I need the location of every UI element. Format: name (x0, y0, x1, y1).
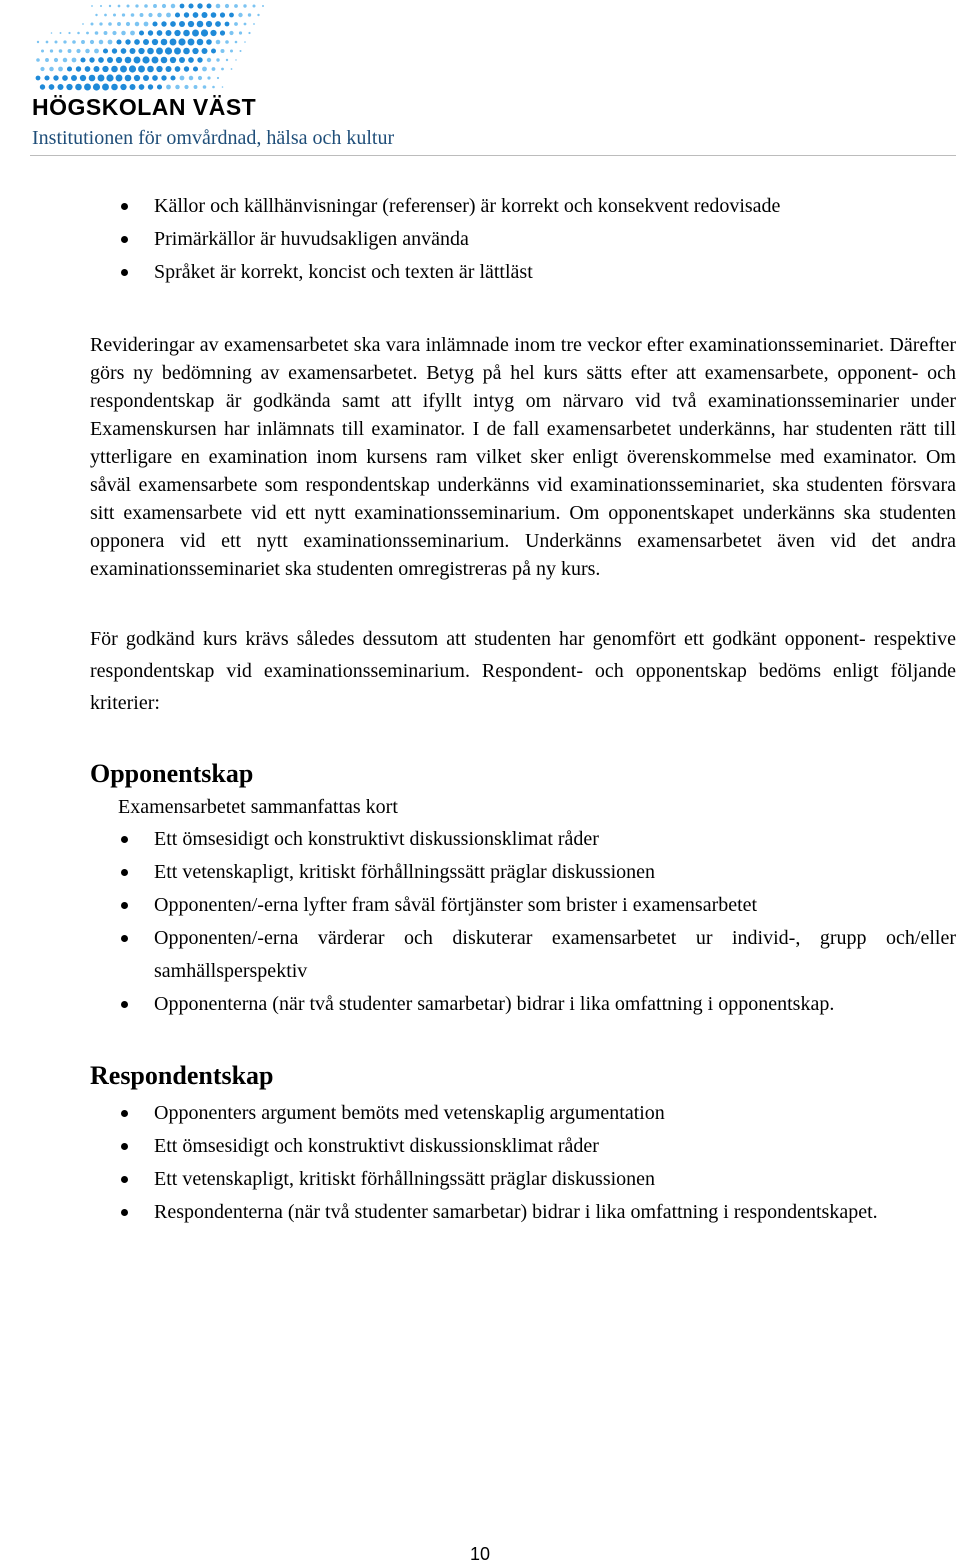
list-item: Ett ömsesidigt och konstruktivt diskussionsklimat råder (90, 823, 956, 856)
opponentskap-heading: Opponentskap (90, 759, 254, 788)
list-item: Opponenten/-erna lyfter fram såväl förtjänster som brister i examensarbetet (90, 889, 956, 922)
header-divider (30, 155, 956, 156)
list-item: Ett vetenskapligt, kritiskt förhållningssätt präglar diskussionen (90, 856, 956, 889)
logo-text: HÖGSKOLAN VÄST (32, 94, 257, 120)
list-item: Källor och källhänvisningar (referenser) är korrekt och konsekvent redovisade (90, 190, 956, 223)
list-item: Opponenten/-erna värderar och diskuterar examensarbetet ur individ-, grupp och/eller samhällsperspektiv (90, 922, 956, 988)
approval-paragraph: För godkänd kurs krävs således dessutom att studenten har genomfört ett godkänt opponent- respektive respondentskap vid examinationsseminarium. Respondent- och opponentskap bedöms enligt följande kriterier: (90, 628, 956, 714)
institution-name: Institutionen för omvårdnad, hälsa och kultur (32, 127, 395, 149)
hogskolan-vast-logo (30, 0, 270, 122)
opponentskap-list (90, 823, 956, 1021)
document-body (90, 190, 956, 1229)
criteria-list (90, 190, 956, 289)
respondentskap-heading: Respondentskap (90, 1061, 274, 1090)
list-item: Språket är korrekt, koncist och texten är lättläst (90, 256, 956, 289)
list-item: Ett ömsesidigt och konstruktivt diskussionsklimat råder (90, 1130, 956, 1163)
opponentskap-subhead: Examensarbetet sammanfattas kort (118, 796, 398, 818)
list-item: Ett vetenskapligt, kritiskt förhållningssätt präglar diskussionen (90, 1163, 956, 1196)
respondentskap-list (90, 1097, 956, 1229)
list-item: Opponenterna (när två studenter samarbetar) bidrar i lika omfattning i opponentskap. (90, 988, 956, 1021)
revision-paragraph: Revideringar av examensarbetet ska vara inlämnade inom tre veckor efter examinationsseminariet. Därefter görs ny bedömning av examensarbetet. Betyg på hel kurs sätts efter att examensarbete, opponent- och respondentskap är godkända samt att ifyllt intyg om närvaro vid två examinationsseminarier under Examenskursen har inlämnats till examinator. I de fall examensarbetet underkänns, har studenten rätt till ytterligare en examination inom kursens ram vilket sker enligt överenskommelse med examinator. Om såväl examensarbete som respondentskap underkänns vid examinationsseminariet, ska studenten försvara sitt examensarbete vid ett nytt examinationsseminarium. Om opponentskapet underkänns ska studenten opponera vid ett nytt examinationsseminarium. Underkänns examensarbetet även vid det andra examinationsseminariet ska studenten omregistreras på ny kurs. (90, 334, 956, 580)
list-item: Respondenterna (när två studenter samarbetar) bidrar i lika omfattning i respondentskapet. (90, 1196, 956, 1229)
list-item: Primärkällor är huvudsakligen använda (90, 223, 956, 256)
dot-pattern-icon (30, 0, 270, 96)
page-number: 10 (469, 1544, 491, 1564)
list-item: Opponenters argument bemöts med vetenskaplig argumentation (90, 1097, 956, 1130)
